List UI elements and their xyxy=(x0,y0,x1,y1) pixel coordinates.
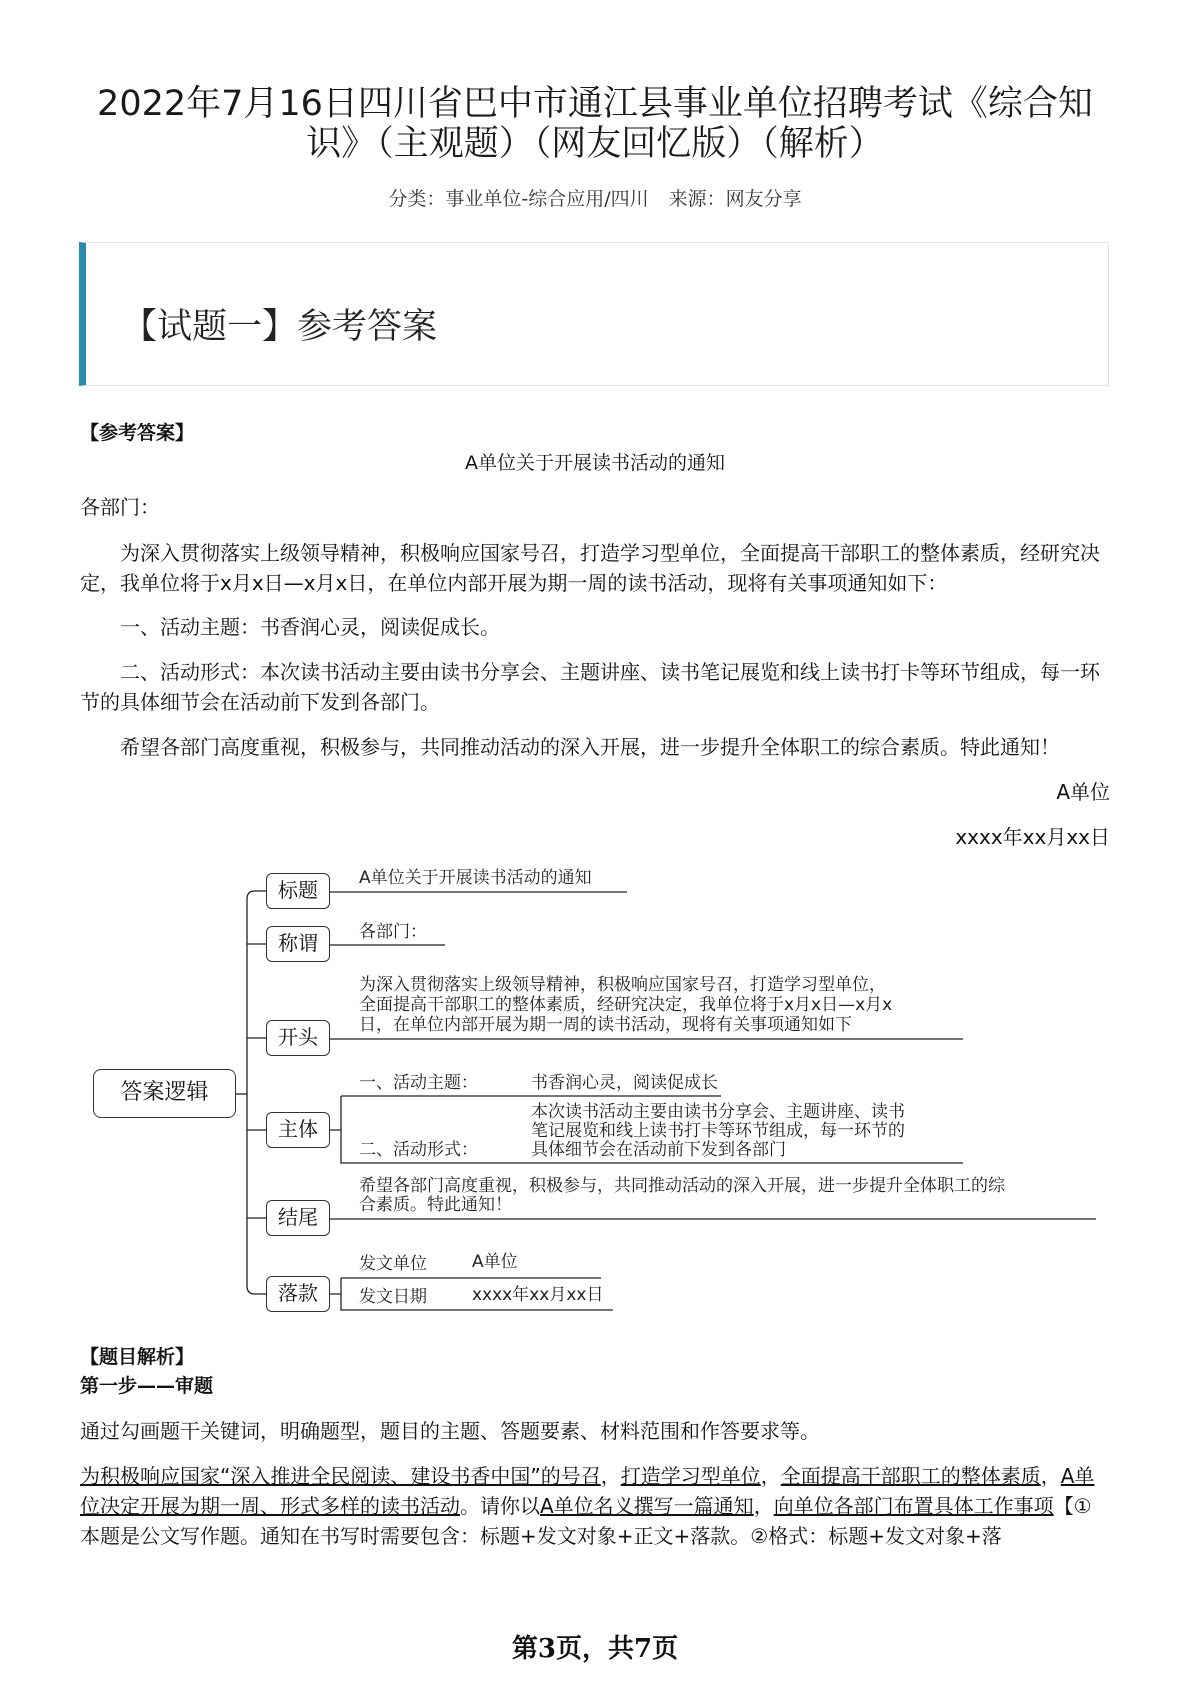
text: 。请你以 xyxy=(460,1494,540,1518)
mindmap-text: 二、活动形式： xyxy=(359,1140,478,1160)
analysis-label: 【题目解析】 xyxy=(80,1346,195,1368)
underlined-text: 打造学习型单位 xyxy=(620,1464,761,1488)
section-heading: 【试题一】参考答案 xyxy=(122,307,438,347)
mindmap-text: 书香润心灵，阅读促成长 xyxy=(531,1073,718,1093)
text: ， xyxy=(600,1464,621,1488)
category: 分类：事业单位-综合应用/四川 xyxy=(388,188,649,210)
paragraph: 为深入贯彻落实上级领导精神，积极响应国家号召，打造学习型单位，全面提高干部职工的整体素质，经研究决定，我单位将于x月x日—x月x日，在单位内部开展为期一周的读书活动，现将有关事项通知如下： xyxy=(80,541,1100,595)
salutation: 各部门： xyxy=(80,495,160,519)
mindmap-text: A单位 xyxy=(472,1252,518,1272)
underlined-text: 为积极响应国家“深入推进全民阅读、建设书香中国”的号召 xyxy=(80,1464,601,1488)
source: 来源：网友分享 xyxy=(668,188,802,210)
date: xxxx年xx月xx日 xyxy=(955,825,1110,849)
mindmap-node-ending: 结尾 xyxy=(266,1200,330,1236)
mindmap-root: 答案逻辑 xyxy=(93,1069,236,1118)
mindmap-text: 各部门： xyxy=(359,922,427,942)
mindmap-text: 发文日期 xyxy=(359,1287,427,1307)
text: ， xyxy=(753,1494,774,1518)
signature: A单位 xyxy=(1056,780,1110,804)
underlined-text: 全面提高干部职工的整体素质 xyxy=(780,1464,1041,1488)
mindmap-text: 发文单位 xyxy=(359,1254,427,1274)
mindmap-text: 日，在单位内部开展为期一周的读书活动，现将有关事项通知如下 xyxy=(359,1015,852,1035)
paragraph: 希望各部门高度重视，积极参与，共同推动活动的深入开展，进一步提升全体职工的综合素质。特此通知！ xyxy=(120,735,1060,759)
paragraph: 一、活动主题：书香润心灵，阅读促成长。 xyxy=(120,615,500,639)
underlined-text: A单位决定开展为期一周、形式多样的读书活动 xyxy=(80,1464,1095,1518)
mindmap-text: xxxx年xx月xx日 xyxy=(472,1285,604,1305)
paragraph: 二、活动形式：本次读书活动主要由读书分享会、主题讲座、读书笔记展览和线上读书打卡等环节组成，每一环节的具体细节会在活动前下发到各部门。 xyxy=(80,660,1100,714)
text: ， xyxy=(760,1464,781,1488)
mindmap-text: 笔记展览和线上读书打卡等环节组成，每一环节的 xyxy=(531,1121,905,1141)
step-heading: 第一步——审题 xyxy=(80,1375,214,1397)
mindmap-node-body: 主体 xyxy=(266,1112,330,1148)
paragraph: 通过勾画题干关键词，明确题型，题目的主题、答题要素、材料范围和作答要求等。 xyxy=(80,1419,820,1443)
mindmap-text: 全面提高干部职工的整体素质，经研究决定，我单位将于x月x日—x月x xyxy=(359,995,893,1015)
mindmap-text: 本次读书活动主要由读书分享会、主题讲座、读书 xyxy=(531,1102,905,1122)
notice-title: A单位关于开展读书活动的通知 xyxy=(465,452,725,474)
text: ， xyxy=(1040,1464,1061,1488)
mindmap-text: 希望各部门高度重视，积极参与，共同推动活动的深入开展，进一步提升全体职工的综 xyxy=(359,1176,1005,1196)
answer-label: 【参考答案】 xyxy=(80,422,195,444)
page-number: 第3页，共7页 xyxy=(511,1634,679,1664)
mindmap-text: 为深入贯彻落实上级领导精神，积极响应国家号召，打造学习型单位， xyxy=(359,975,886,995)
document-title: 2022年7月16日四川省巴中市通江县事业单位招聘考试《综合知识》（主观题）（网友回忆版）（解析） xyxy=(97,84,1093,164)
mindmap-node-opening: 开头 xyxy=(266,1020,330,1056)
underlined-text: A单位名义撰写一篇通知 xyxy=(540,1494,754,1518)
mindmap-text: 一、活动主题： xyxy=(359,1073,478,1093)
mindmap-node-title: 标题 xyxy=(266,873,330,909)
mindmap-node-sign: 落款 xyxy=(266,1276,330,1312)
mindmap-node-salutation: 称谓 xyxy=(266,926,330,962)
analysis-paragraph xyxy=(80,1461,1110,1551)
mindmap-text: 合素质。特此通知！ xyxy=(359,1195,512,1215)
text: 【①本题是公文写作题。通知在书写时需要包含：标题+发文对象+正文+落款。②格式：标题+发文对象+落 xyxy=(80,1494,1092,1548)
underlined-text: 向单位各部门布置具体工作事项 xyxy=(773,1494,1054,1518)
mindmap-text: A单位关于开展读书活动的通知 xyxy=(359,868,592,888)
mindmap-text: 具体细节会在活动前下发到各部门 xyxy=(531,1140,786,1160)
